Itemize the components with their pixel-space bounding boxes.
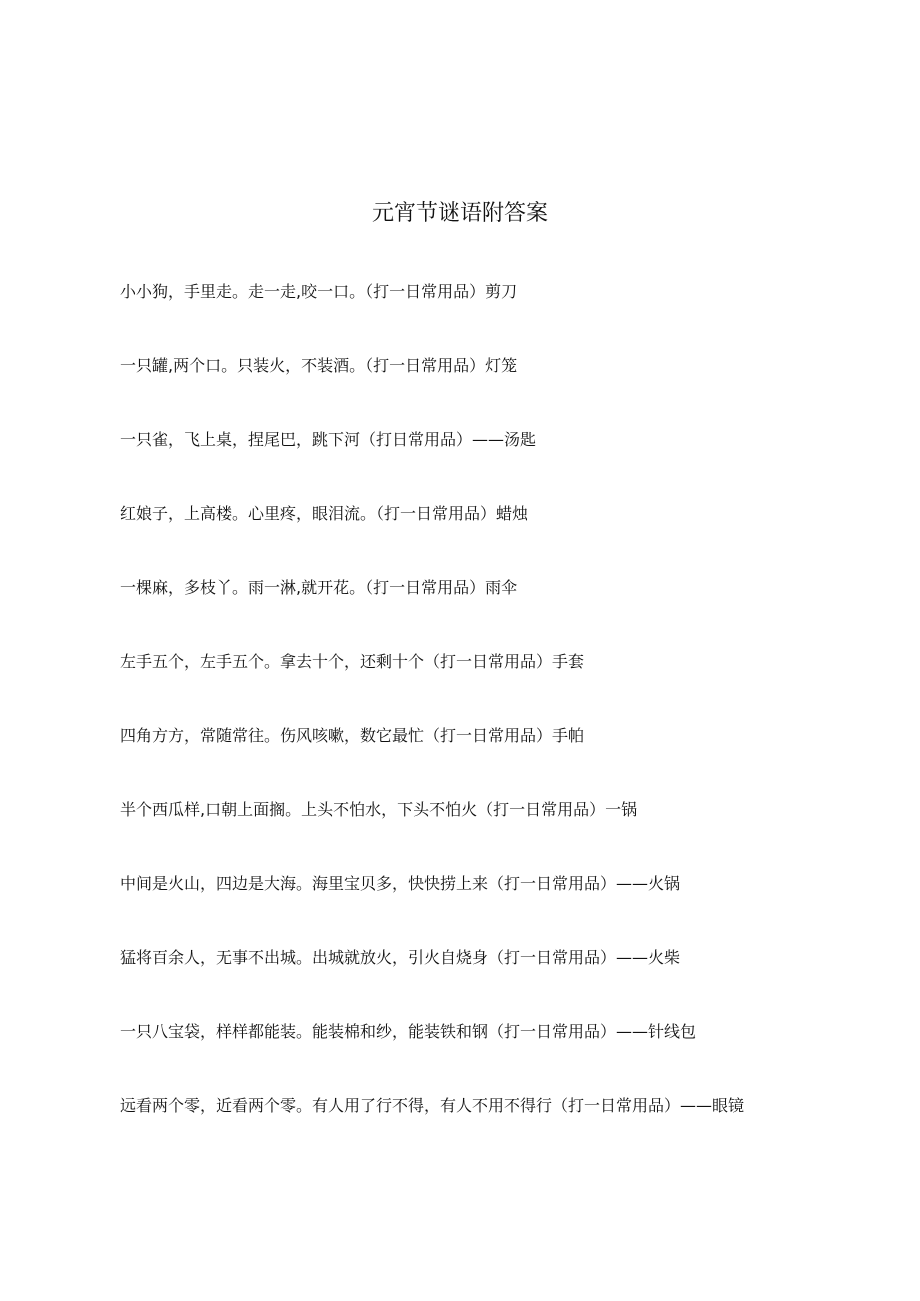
riddle-item-4: 红娘子，上高楼。心里疼，眼泪流。（打一日常用品）蜡烛 <box>120 504 529 523</box>
riddle-item-10: 猛将百余人，无事不出城。出城就放火，引火自烧身（打一日常用品）——火柴 <box>120 948 681 967</box>
riddle-item-6: 左手五个，左手五个。拿去十个，还剩十个（打一日常用品）手套 <box>120 652 585 671</box>
riddle-item-11: 一只八宝袋，样样都能装。能装棉和纱，能装铁和钢（打一日常用品）——针线包 <box>120 1022 697 1041</box>
riddle-item-1: 小小狗，手里走。走一走,咬一口。（打一日常用品）剪刀 <box>120 282 518 301</box>
riddle-item-5: 一棵麻，多枝丫。雨一淋,就开花。（打一日常用品）雨伞 <box>120 578 518 597</box>
riddle-item-9: 中间是火山，四边是大海。海里宝贝多，快快捞上来（打一日常用品）——火锅 <box>120 874 681 893</box>
riddle-item-8: 半个西瓜样,口朝上面搁。上头不怕水，下头不怕火（打一日常用品）一锅 <box>120 800 638 819</box>
riddle-item-7: 四角方方，常随常往。伤风咳嗽，数它最忙（打一日常用品）手帕 <box>120 726 585 745</box>
document-title: 元宵节谜语附答案 <box>371 201 548 226</box>
riddle-list <box>120 278 900 1166</box>
riddle-item-2: 一只罐,两个口。只装火，不装酒。（打一日常用品）灯笼 <box>120 356 518 375</box>
riddle-item-12: 远看两个零，近看两个零。有人用了行不得，有人不用不得行（打一日常用品）——眼镜 <box>120 1096 745 1115</box>
riddle-item-3: 一只雀，飞上桌，捏尾巴，跳下河（打日常用品）——汤匙 <box>120 430 537 449</box>
